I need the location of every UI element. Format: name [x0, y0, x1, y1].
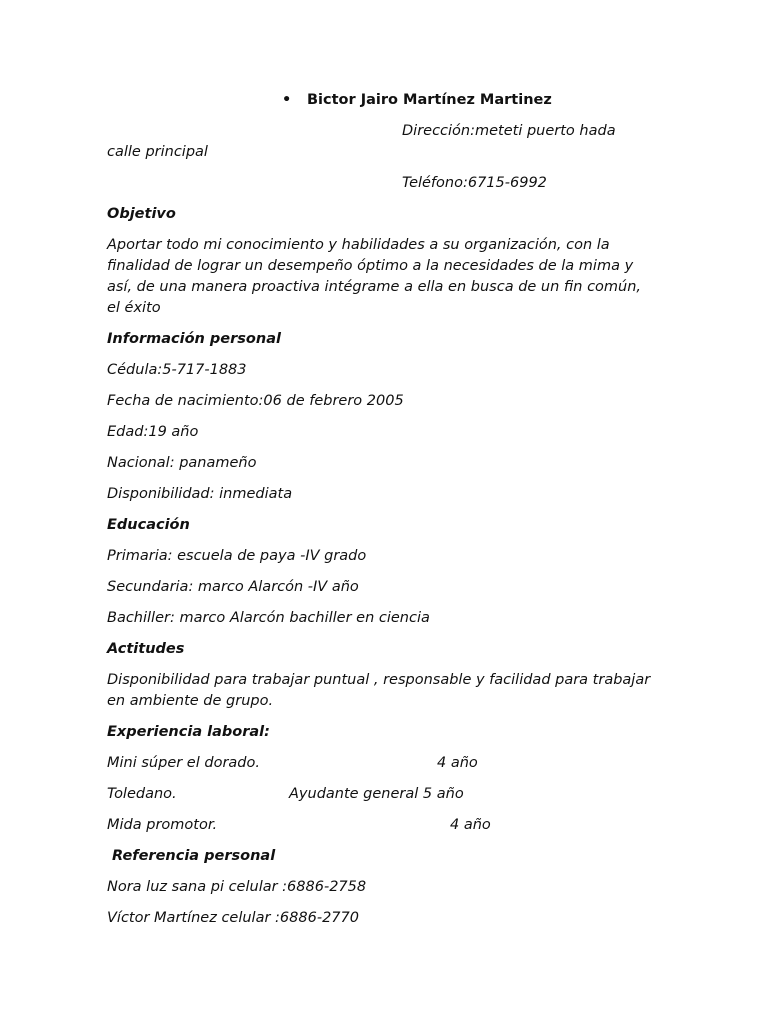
personal-availability: Disponibilidad: inmediata [107, 486, 293, 502]
objective-text: Aportar todo mi conocimiento y habilidades a su organización, con la finalidad de lograr un desempeño óptimo a la necesidades de la mima y así, de una manera proactiva intégrame a ella en busca de un fin común, el éxito [107, 237, 642, 316]
education-heading: Educación [107, 517, 190, 533]
experience-duration: 4 año [450, 817, 491, 833]
reference-item: Nora luz sana pi celular :6886-2758 [107, 879, 367, 895]
address-line-1: Dirección:meteti puerto hada [402, 123, 616, 139]
experience-row [107, 815, 667, 836]
experience-company: Mini súper el dorado. [107, 755, 260, 771]
experience-company: Mida promotor. [107, 817, 218, 833]
experience-duration: 4 año [437, 755, 478, 771]
phone: Teléfono:6715-6992 [402, 175, 547, 191]
education-bachelor: Bachiller: marco Alarcón bachiller en ciencia [107, 610, 430, 626]
candidate-name: Bictor Jairo Martínez Martinez [307, 92, 552, 108]
references-heading: Referencia personal [112, 848, 276, 864]
address [107, 121, 667, 163]
attitudes-text: Disponibilidad para trabajar puntual , responsable y facilidad para trabajar en ambiente de grupo. [107, 672, 651, 709]
personal-nationality: Nacional: panameño [107, 455, 257, 471]
personal-age: Edad:19 año [107, 424, 199, 440]
experience-company: Toledano. [107, 786, 177, 802]
personal-info-heading: Información personal [107, 331, 281, 347]
name-line [107, 90, 667, 111]
experience-heading: Experiencia laboral: [107, 724, 270, 740]
personal-birthdate: Fecha de nacimiento:06 de febrero 2005 [107, 393, 404, 409]
experience-role: Ayudante general 5 año [289, 786, 464, 802]
reference-item: Víctor Martínez celular :6886-2770 [107, 910, 359, 926]
education-secondary: Secundaria: marco Alarcón -IV año [107, 579, 359, 595]
address-line-2: calle principal [107, 144, 208, 160]
personal-id: Cédula:5-717-1883 [107, 362, 247, 378]
objective-heading: Objetivo [107, 206, 176, 222]
experience-row [107, 753, 667, 774]
attitudes-heading: Actitudes [107, 641, 185, 657]
education-primary: Primaria: escuela de paya -IV grado [107, 548, 367, 564]
bullet-icon: • [282, 92, 292, 108]
experience-row [107, 784, 667, 805]
resume-document [107, 90, 667, 939]
